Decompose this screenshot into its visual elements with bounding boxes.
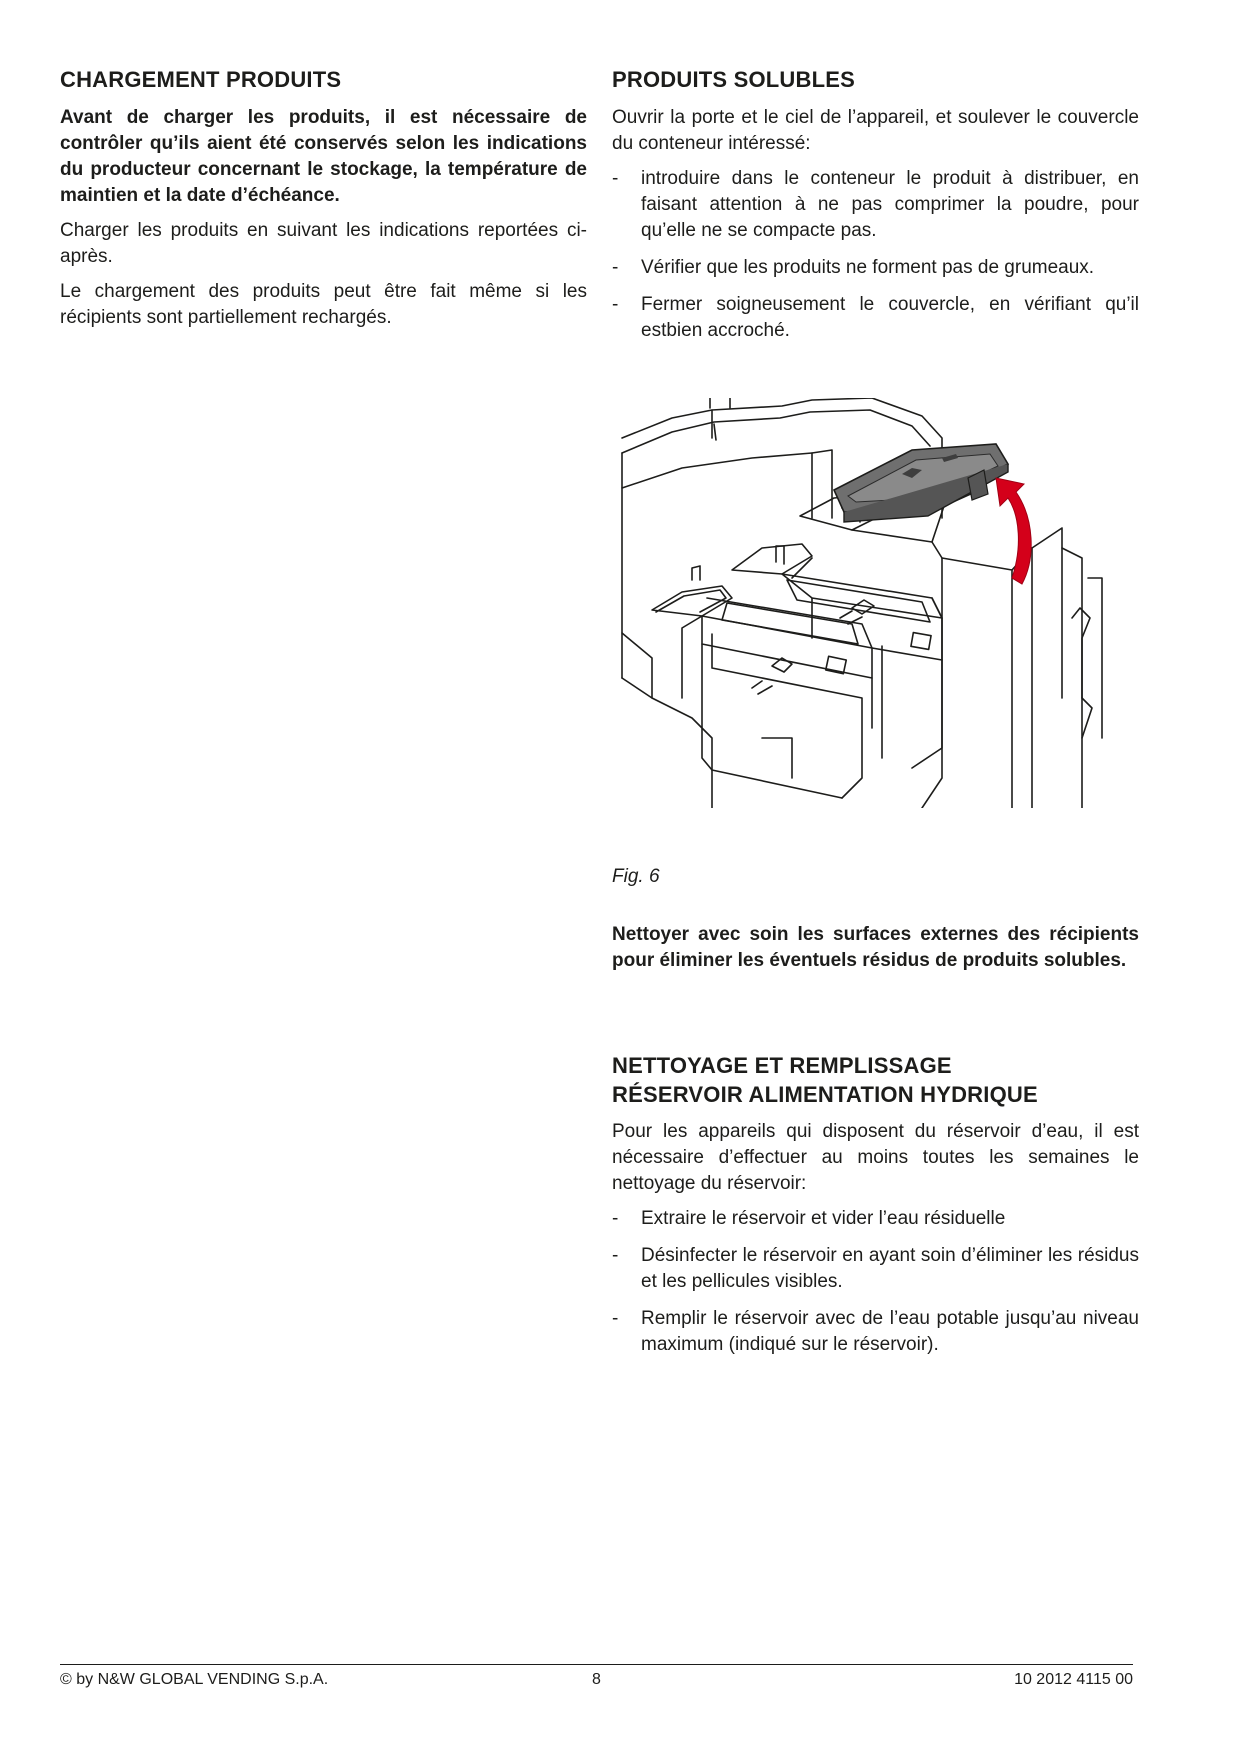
dash-bullet: - [612,167,619,189]
list-item-text: Extraire le réservoir et vider l’eau résiduelle [641,1208,1006,1230]
page-number: 8 [592,1671,601,1688]
dash-bullet: - [612,1308,619,1330]
footer-copyright: © by N&W GLOBAL VENDING S.p.A. [60,1671,329,1688]
list-item [612,166,1139,244]
list-item [612,1206,1139,1232]
heading-line: RÉSERVOIR ALIMENTATION HYDRIQUE [612,1081,1038,1107]
cleaning-note [612,922,1139,983]
section-heading-nettoyage [612,1052,1139,1109]
body-paragraph: Le chargement des produits peut être fait même si les récipients sont partiellement rechargés. [60,280,587,328]
intro-paragraph: Ouvrir la porte et le ciel de l’appareil, et soulever le couvercle du conteneur intéressé: [612,106,1139,154]
section-heading-produits-solubles: PRODUITS SOLUBLES [612,67,855,92]
right-column [612,66,1139,355]
intro-paragraph: Pour les appareils qui disposent du réservoir d’eau, il est nécessaire d’effectuer au moins toutes les semaines le nettoyage du réservoir: [612,1121,1139,1195]
list-item-text: introduire dans le conteneur le produit à distribuer, en faisant attention à ne pas comprimer la poudre, pour qu’elle ne se compacte pas. [641,167,1139,241]
figure-product-containers [612,398,1142,808]
section-heading-chargement: CHARGEMENT PRODUITS [60,67,342,92]
water-instruction-list [612,1206,1139,1358]
document-code: 10 2012 4115 00 [1014,1671,1133,1688]
list-item [612,255,1139,281]
dash-bullet: - [612,1245,619,1267]
warning-paragraph: Avant de charger les produits, il est nécessaire de contrôler qu’ils aient été conservés selon les indications du producteur concernant le stockage, la température de maintien et la date d’échéance. [60,106,587,206]
list-item-text: Remplir le réservoir avec de l’eau potable jusqu’au niveau maximum (indiqué sur le réservoir). [641,1308,1139,1356]
list-item [612,1243,1139,1295]
dash-bullet: - [612,256,619,278]
list-item-text: Fermer soigneusement le couvercle, en vérifiant qu’il estbien accroché. [641,293,1139,341]
list-item [612,292,1139,344]
body-paragraph: Charger les produits en suivant les indications reportées ci-après. [60,219,587,267]
figure-caption: Fig. 6 [612,866,660,887]
water-tank-section [612,1052,1139,1369]
container-front-left [652,586,872,798]
list-item-text: Désinfecter le réservoir en ayant soin d’éliminer les résidus et les pellicules visibles. [641,1245,1139,1293]
heading-line: NETTOYAGE ET REMPLISSAGE [612,1053,952,1078]
dash-bullet: - [612,293,619,315]
instruction-list [612,166,1139,344]
containers-illustration [612,398,1142,808]
cleaning-note-text: Nettoyer avec soin les surfaces externes des récipients pour éliminer les éventuels résidus de produits solubles. [612,924,1139,971]
container-right [800,488,1102,808]
container-lid [834,444,1008,522]
footer-divider [60,1664,1133,1665]
list-item-text: Vérifier que les produits ne forment pas de grumeaux. [641,256,1095,278]
left-column [60,66,587,340]
dash-bullet: - [612,1208,619,1230]
list-item [612,1306,1139,1358]
